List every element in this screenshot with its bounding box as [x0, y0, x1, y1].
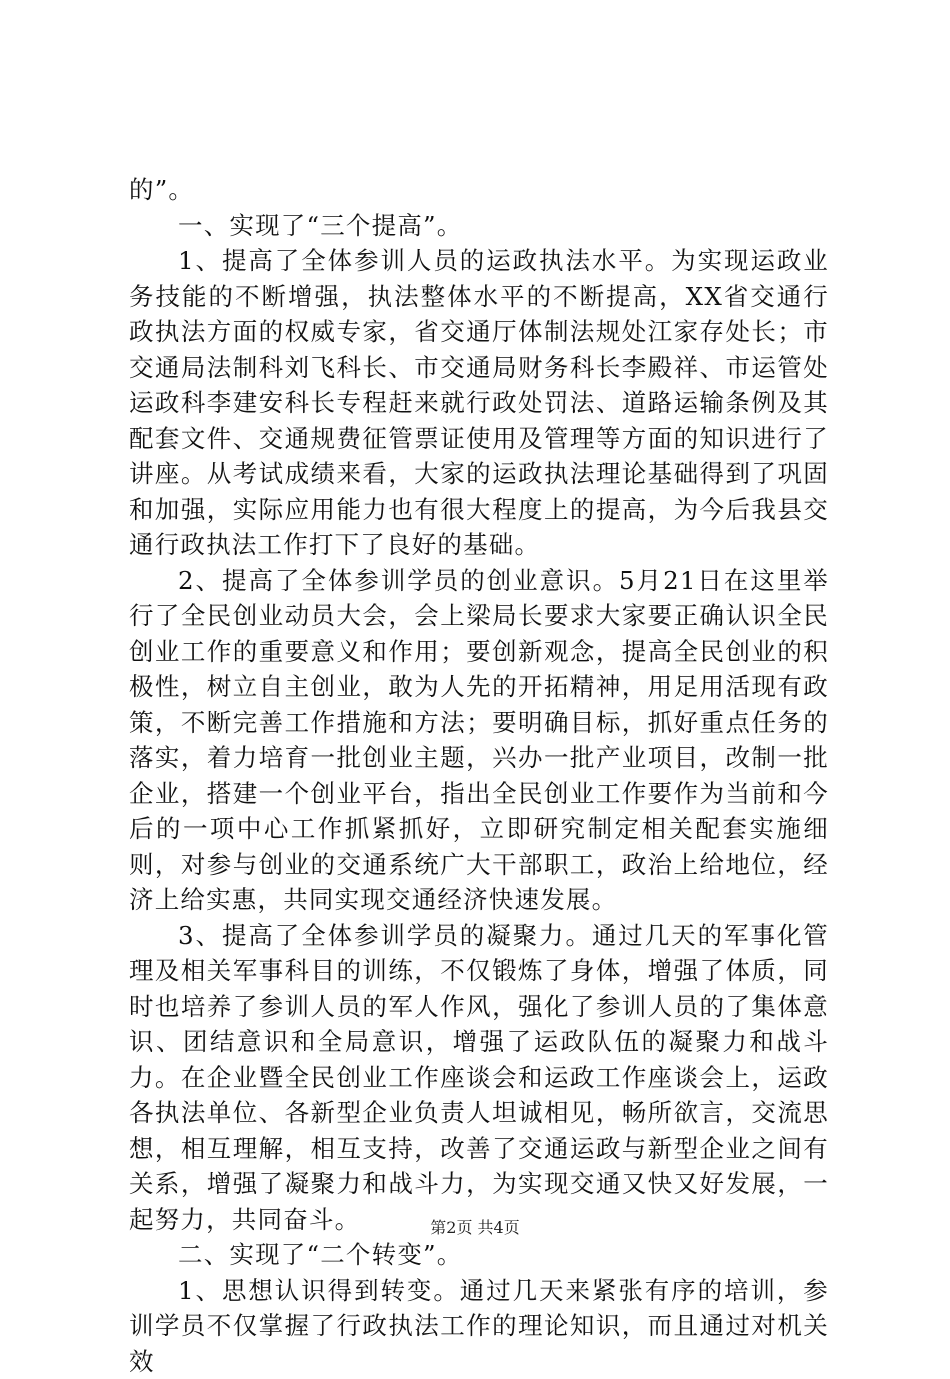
- paragraph-law-enforcement: 1、提高了全体参训人员的运政执法水平。为实现运政业务技能的不断增强，执法整体水平的不断提高，XX省交通行政执法方面的权威专家，省交通厅体制法规处江家存处长；市交通局法制科刘飞科长、市交通局财务科长李殿祥、市运管处运政科李建安科长专程赶来就行政处罚法、道路运输条例及其配套文件、交通规费征管票证使用及管理等方面的知识进行了讲座。从考试成绩来看，大家的运政执法理论基础得到了巩固和加强，实际应用能力也有很大程度上的提高，为今后我县交通行政执法工作打下了良好的基础。: [129, 243, 829, 563]
- paragraph-fragment: 的”。: [129, 172, 829, 208]
- page-number-footer: 第2页 共4页: [0, 1215, 950, 1238]
- paragraph-cohesion: 3、提高了全体参训学员的凝聚力。通过几天的军事化管理及相关军事科目的训练，不仅锻炼了身体，增强了体质，同时也培养了参训人员的军人作风，强化了参训人员的了集体意识、团结意识和全局意识，增强了运政队伍的凝聚力和战斗力。在企业暨全民创业工作座谈会和运政工作座谈会上，运政各执法单位、各新型企业负责人坦诚相见，畅所欲言，交流思想，相互理解，相互支持，改善了交通运政与新型企业之间有关系，增强了凝聚力和战斗力，为实现交通又快又好发展，一起努力，共同奋斗。: [129, 918, 829, 1238]
- document-body: [129, 172, 829, 1379]
- section-heading-three-improvements: 一、实现了“三个提高”。: [129, 208, 829, 244]
- section-heading-two-changes: 二、实现了“二个转变”。: [129, 1237, 829, 1273]
- paragraph-thinking-change: 1、思想认识得到转变。通过几天来紧张有序的培训，参训学员不仅掌握了行政执法工作的理论知识，而且通过对机关效: [129, 1273, 829, 1379]
- paragraph-entrepreneurship: 2、提高了全体参训学员的创业意识。5月21日在这里举行了全民创业动员大会，会上梁局长要求大家要正确认识全民创业工作的重要意义和作用；要创新观念，提高全民创业的积极性，树立自主创业，敢为人先的开拓精神，用足用活现有政策，不断完善工作措施和方法；要明确目标，抓好重点任务的落实，着力培育一批创业主题，兴办一批产业项目，改制一批企业，搭建一个创业平台，指出全民创业工作要作为当前和今后的一项中心工作抓紧抓好，立即研究制定相关配套实施细则，对参与创业的交通系统广大干部职工，政治上给地位，经济上给实惠，共同实现交通经济快速发展。: [129, 563, 829, 918]
